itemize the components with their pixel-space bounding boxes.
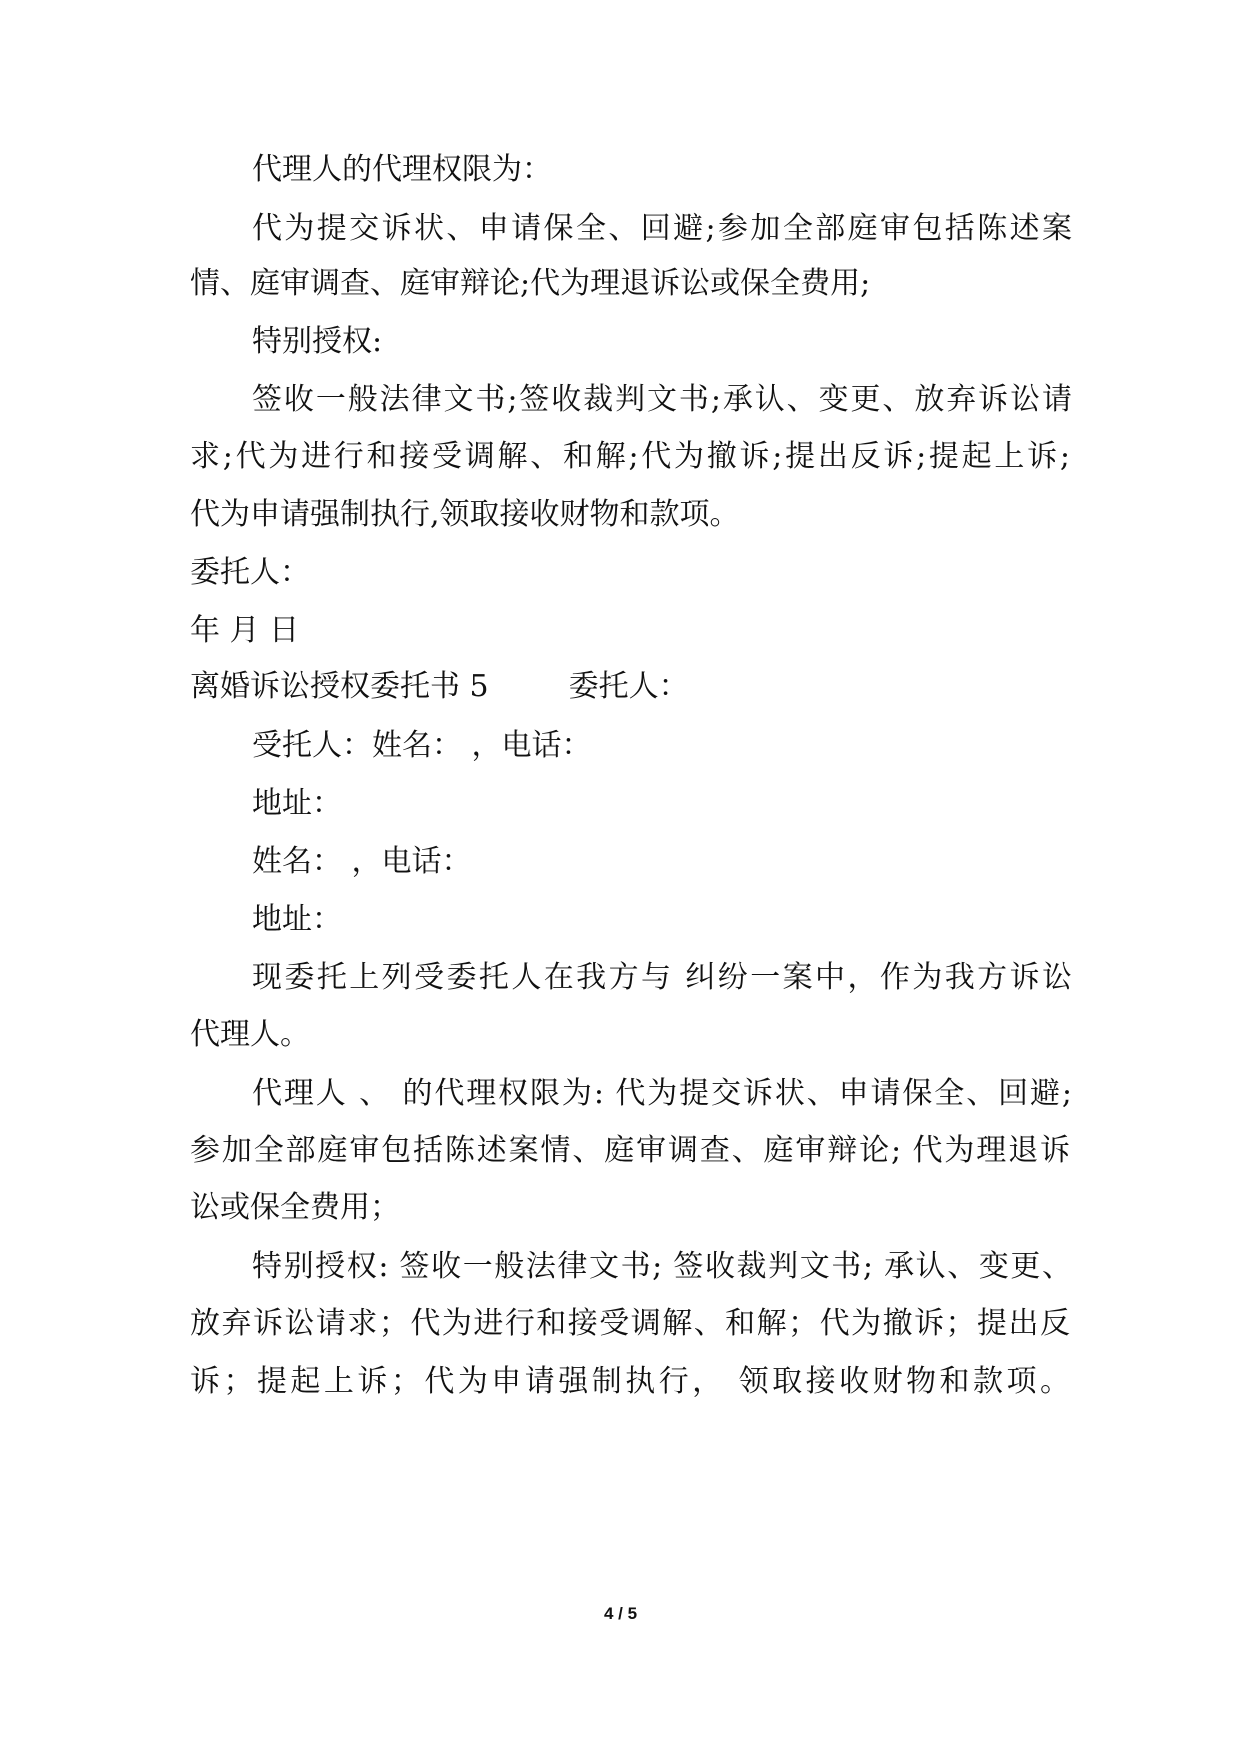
paragraph-line: 代为申请强制执行,领取接收财物和款项。 <box>190 497 740 532</box>
paragraph-line: 代理人 、 的代理权限为: 代为提交诉状、申请保全、回避; <box>252 1076 1072 1111</box>
paragraph-line: 代为提交诉状、申请保全、回避;参加全部庭审包括陈述案 <box>252 211 1072 246</box>
paragraph-line: 放弃诉讼请求；代为进行和接受调解、和解；代为撤诉；提出反 <box>190 1306 1070 1341</box>
paragraph-line: 诉；提起上诉；代为申请强制执行， 领取接收财物和款项。 <box>190 1364 1070 1399</box>
paragraph-line: 签收一般法律文书;签收裁判文书;承认、变更、放弃诉讼请 <box>252 382 1072 417</box>
paragraph-line: 特别授权: 签收一般法律文书; 签收裁判文书; 承认、变更、 <box>252 1249 1072 1284</box>
signature-label: 委托人： <box>190 555 310 590</box>
agent-name-line: 受托人：姓名： ，电话： <box>252 728 592 763</box>
paragraph-line: 代理人。 <box>190 1017 310 1052</box>
paragraph-line: 讼或保全费用； <box>190 1190 400 1225</box>
address-line: 地址： <box>252 902 342 937</box>
section-heading: 离婚诉讼授权委托书 5 <box>190 669 489 704</box>
page-number: 4 / 5 <box>603 1604 638 1623</box>
paragraph-line: 情、庭审调查、庭审辩论;代为理退诉讼或保全费用; <box>190 266 871 301</box>
agent-name-line: 姓名： ，电话： <box>252 844 472 879</box>
paragraph-line: 特别授权: <box>252 324 383 359</box>
client-label: 委托人： <box>568 669 689 704</box>
paragraph-line: 现委托上列受委托人在我方与 纠纷一案中，作为我方诉讼 <box>252 960 1072 995</box>
paragraph-line: 代理人的代理权限为： <box>252 152 552 187</box>
address-line: 地址： <box>252 786 342 821</box>
section-heading-row <box>190 667 1070 707</box>
paragraph-line: 参加全部庭审包括陈述案情、庭审调查、庭审辩论; 代为理退诉 <box>190 1133 1070 1168</box>
paragraph-line: 求;代为进行和接受调解、和解;代为撤诉;提出反诉;提起上诉; <box>190 439 1070 474</box>
date-line: 年 月 日 <box>190 613 300 648</box>
